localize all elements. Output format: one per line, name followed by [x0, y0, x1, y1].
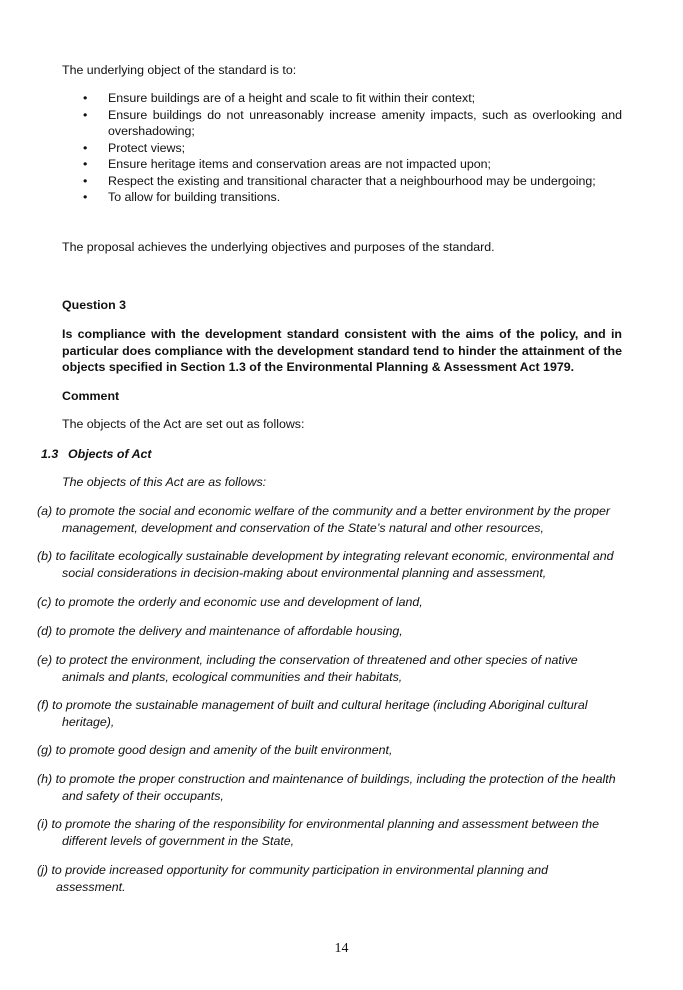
list-item: • Ensure buildings are of a height and scale to fit within their context;: [83, 91, 476, 105]
section-title: Objects of Act: [68, 447, 152, 461]
object-item-a: (a) to promote the social and economic welfare of the community and a better environment by the proper management, development and conservation of the State’s natural and other resources,: [37, 504, 611, 535]
object-item-h: (h) to promote the proper construction and maintenance of buildings, including the protection of the health and safety of their occupants,: [37, 772, 616, 803]
object-item-j: (j) to provide increased opportunity for community participation in environmental planning and assessment.: [37, 863, 549, 894]
section-heading: [41, 446, 152, 463]
bullet-icon: •: [83, 91, 88, 105]
list-item: • To allow for building transitions.: [83, 190, 281, 204]
object-item-f: (f) to promote the sustainable management of built and cultural heritage (including Aboriginal cultural heritage),: [37, 698, 588, 729]
objects-intro: The objects of the Act are set out as follows:: [62, 417, 305, 431]
bullet-icon: •: [83, 140, 88, 155]
question-text: Is compliance with the development standard consistent with the aims of the policy, and in particular does compliance with the development standard tend to hinder the attainment of the objects specified in Section 1.3 of the Environmental Planning & Assessment Act 1979.: [62, 327, 622, 374]
object-item-d: (d) to promote the delivery and maintenance of affordable housing,: [37, 624, 403, 638]
act-intro: The objects of this Act are as follows:: [62, 475, 267, 489]
bullet-icon: •: [83, 190, 88, 204]
intro-text: The underlying object of the standard is to:: [62, 63, 297, 77]
list-item: • Ensure heritage items and conservation areas are not impacted upon;: [83, 157, 491, 171]
list-item: • Protect views;: [83, 140, 186, 155]
page-number: 14: [334, 941, 349, 956]
object-item-g: (g) to promote good design and amenity of the built environment,: [37, 743, 393, 757]
achieves-statement: The proposal achieves the underlying objectives and purposes of the standard.: [62, 240, 495, 254]
object-item-c: (c) to promote the orderly and economic use and development of land,: [37, 595, 423, 609]
comment-heading: Comment: [62, 389, 120, 403]
object-item-i: (i) to promote the sharing of the responsibility for environmental planning and assessment between the different levels of government in the State,: [37, 817, 600, 848]
question-heading: Question 3: [62, 298, 127, 312]
bullet-icon: •: [83, 173, 88, 188]
list-item: • Ensure buildings do not unreasonably increase amenity impacts, such as overlooking and overshadowing;: [83, 107, 622, 138]
object-item-e: (e) to protect the environment, including the conservation of threatened and other species of native animals and plants, ecological communities and their habitats,: [37, 653, 578, 684]
object-item-b: (b) to facilitate ecologically sustainable development by integrating relevant economic, environmental and social considerations in decision-making about environmental planning and assessment,: [37, 549, 614, 580]
list-item: • Respect the existing and transitional character that a neighbourhood may be undergoing;: [83, 173, 596, 188]
bullet-icon: •: [83, 157, 88, 171]
bullet-icon: •: [83, 107, 88, 122]
section-number: 1.3: [41, 447, 59, 461]
objectives-list: [62, 90, 622, 206]
